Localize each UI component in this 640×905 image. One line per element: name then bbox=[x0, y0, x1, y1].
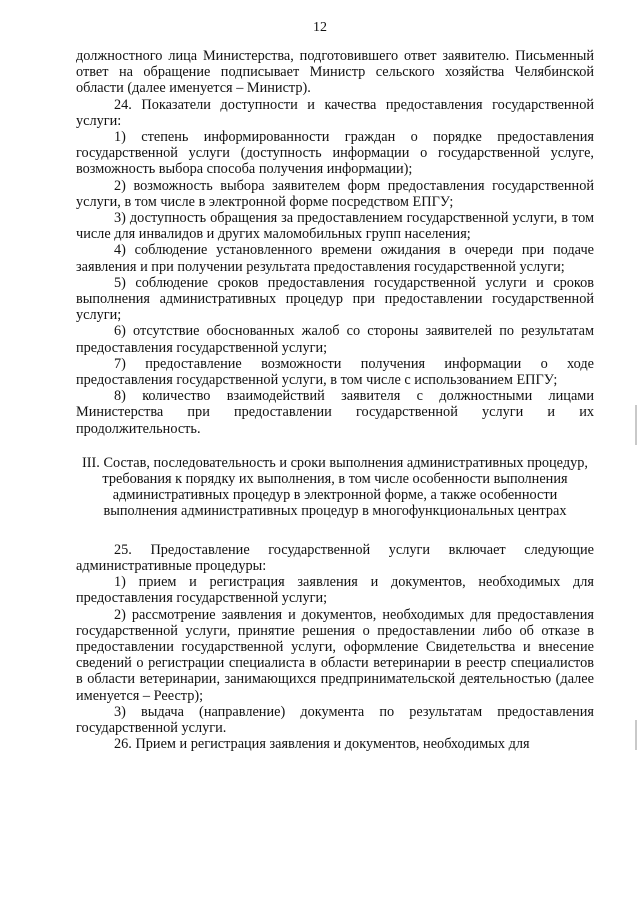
scan-edge-mark bbox=[635, 405, 637, 445]
paragraph-continuation: должностного лица Министерства, подготовившего ответ заявителю. Письменный ответ на обращение подписывает Министр сельского хозяйства Челябинской области (далее именуется – Министр). bbox=[76, 48, 594, 97]
list-item-24-7: 7) предоставление возможности получения информации о ходе предоставления государственной услуги, в том числе с использованием ЕПГУ; bbox=[76, 355, 594, 389]
list-item-24-8: 8) количество взаимодействий заявителя с должностными лицами Министерства при предоставлении государственной услуги и их продолжительность. bbox=[76, 388, 594, 437]
list-item-24-1: 1) степень информированности граждан о порядке предоставления государственной услуги (доступность информации о государственной услуге, возможность выбора способа получения информации); bbox=[76, 129, 594, 178]
list-item-24-3: 3) доступность обращения за предоставлением государственной услуги, в том числе для инвалидов и других маломобильных групп населения; bbox=[76, 210, 594, 243]
list-item-24-6: 6) отсутствие обоснованных жалоб со стороны заявителей по результатам предоставления государственной услуги; bbox=[76, 323, 594, 356]
paragraph-26: 26. Прием и регистрация заявления и документов, необходимых для bbox=[114, 736, 530, 753]
paragraph-25: 25. Предоставление государственной услуги включает следующие административные процедуры: bbox=[76, 541, 594, 574]
document-body bbox=[76, 48, 594, 752]
list-item-24-4: 4) соблюдение установленного времени ожидания в очереди при подаче заявления и при получении результата предоставления государственной услуги; bbox=[76, 242, 594, 275]
list-item-25-3: 3) выдача (направление) документа по результатам предоставления государственной услуги. bbox=[76, 703, 594, 736]
page-number: 12 bbox=[313, 20, 327, 35]
section-heading: III. Состав, последовательность и сроки выполнения административных процедур, требования к порядку их выполнения, в том числе особенности выполнения административных процедур в электронной форме, а также особенности выполнения административных процедур в многофункциональных центрах bbox=[82, 454, 588, 520]
list-item-24-5: 5) соблюдение сроков предоставления государственной услуги и сроков выполнения административных процедур при предоставлении государственной услуги; bbox=[76, 274, 594, 324]
list-item-25-1: 1) прием и регистрация заявления и документов, необходимых для предоставления государственной услуги; bbox=[76, 574, 594, 607]
list-item-25-2: 2) рассмотрение заявления и документов, необходимых для предоставления государственной услуги, принятие решения о предоставлении либо об отказе в предоставлении государственной услуги, оформление Свидетельства и внесение сведений о регистрации специалиста в области ветеринарии в реестр специалистов в области ветеринарии, занимающихся предпринимательской деятельностью (далее именуется – Реестр); bbox=[76, 606, 594, 704]
paragraph-24: 24. Показатели доступности и качества предоставления государственной услуги: bbox=[76, 96, 594, 129]
list-item-24-2: 2) возможность выбора заявителем форм предоставления государственной услуги, в том числе в электронной форме посредством ЕПГУ; bbox=[76, 177, 594, 210]
scan-edge-mark bbox=[635, 720, 637, 750]
